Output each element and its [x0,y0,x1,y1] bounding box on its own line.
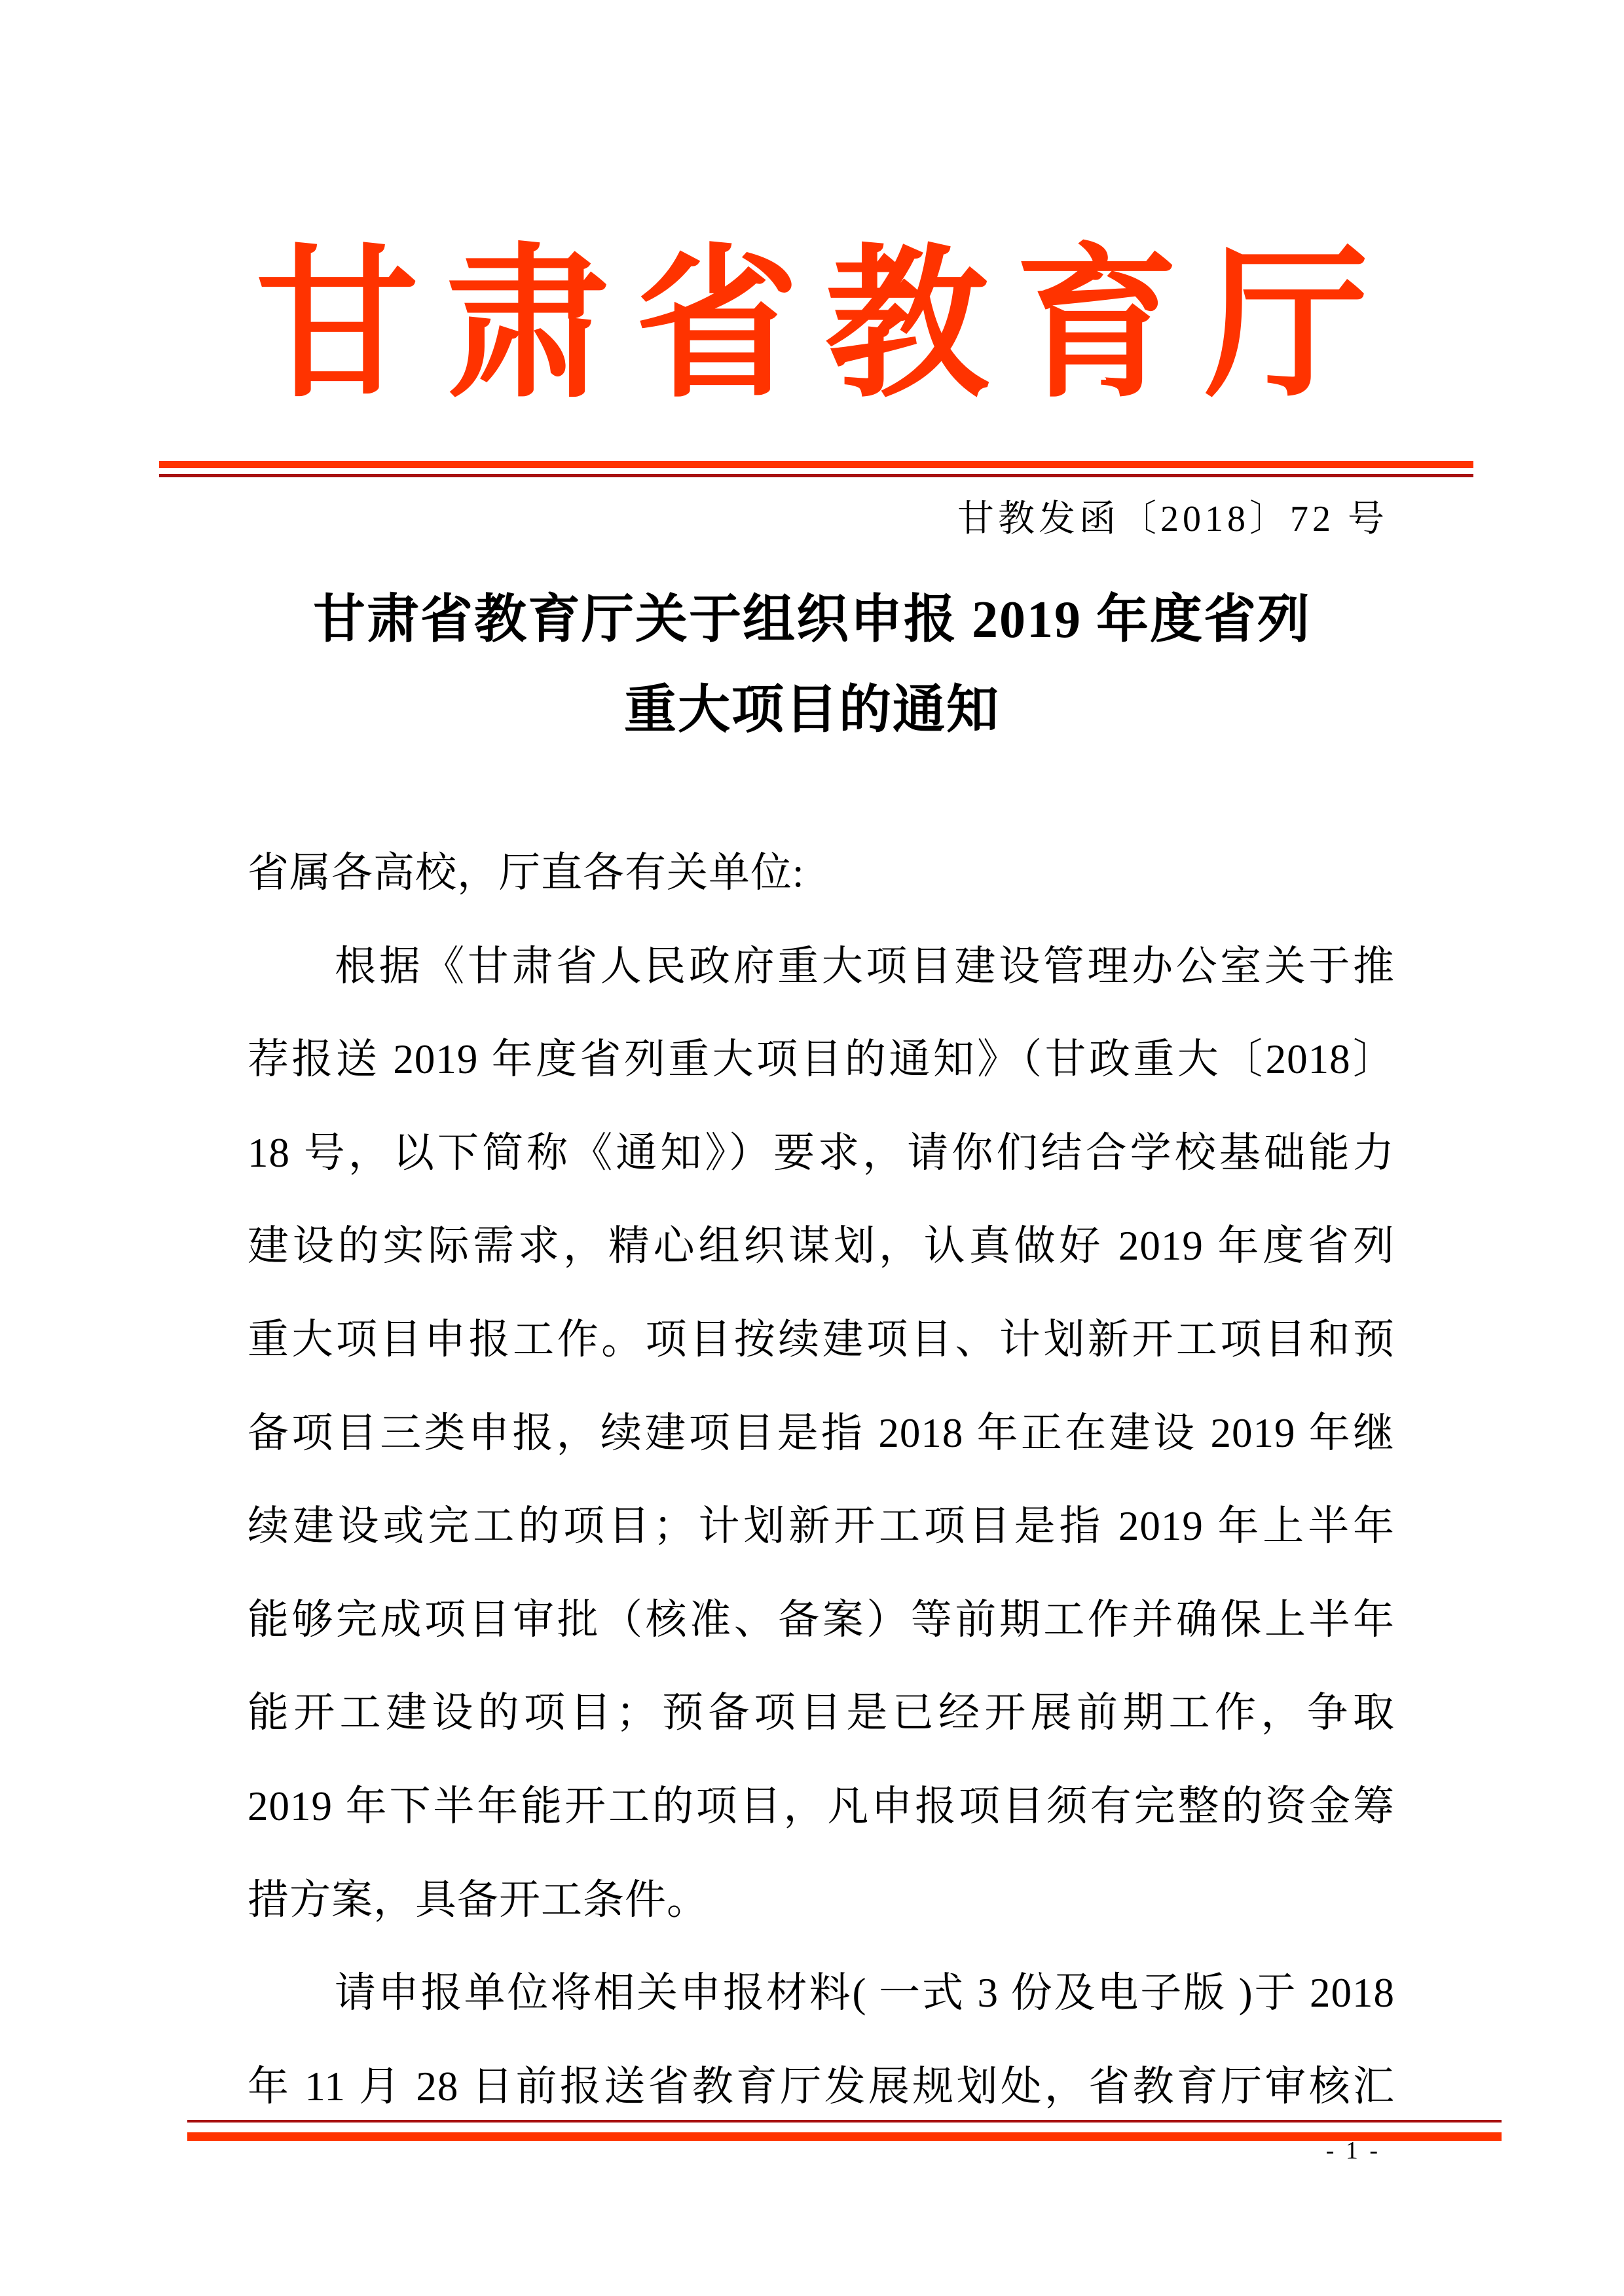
letterhead-divider-thin [159,474,1473,477]
document-title [0,575,1624,756]
body-line: 年 11 月 28 日前报送省教育厅发展规划处，省教育厅审核汇 [248,2063,1395,2109]
body-line: 18 号，以下简称《通知》）要求，请你们结合学校基础能力 [248,1129,1395,1176]
document-body [248,826,1395,2133]
letterhead-agency-name: 甘肃省教育厅 [255,236,1395,417]
document-title-line-1: 甘肃省教育厅关于组织申报 2019 年度省列 [313,591,1311,649]
salutation: 省属各高校，厅直各有关单位: [248,850,805,896]
document-number: 甘教发函〔2018〕72 号 [957,499,1388,539]
document-title-line-2: 重大项目的通知 [624,682,1000,739]
body-line: 2019 年下半年能开工的项目，凡申报项目须有完整的资金筹 [248,1783,1395,1829]
body-line: 备项目三类申报，续建项目是指 2018 年正在建设 2019 年继 [248,1410,1395,1456]
body-line: 续建设或完工的项目；计划新开工项目是指 2019 年上半年 [248,1503,1395,1550]
body-line: 能开工建设的项目；预备项目是已经开展前期工作，争取 [248,1690,1395,1736]
body-line: 能够完成项目审批（核准、备案）等前期工作并确保上半年 [248,1596,1395,1643]
letterhead-divider-thick [159,461,1473,468]
body-line: 请申报单位将相关申报材料( 一式 3 份及电子版 )于 2018 [335,1970,1395,2016]
body-line: 建设的实际需求，精心组织谋划，认真做好 2019 年度省列 [248,1223,1395,1269]
body-line: 重大项目申报工作。项目按续建项目、计划新开工项目和预 [248,1316,1395,1362]
footer-divider-thin [187,2120,1502,2123]
footer-divider-thick [187,2132,1502,2141]
body-line: 荐报送 2019 年度省列重大项目的通知》（甘政重大〔2018〕 [248,1036,1395,1083]
body-line: 措方案，具备开工条件。 [248,1876,709,1923]
page-number: - 1 - [1325,2137,1380,2164]
body-line: 根据《甘肃省人民政府重大项目建设管理办公室关于推 [335,943,1395,989]
